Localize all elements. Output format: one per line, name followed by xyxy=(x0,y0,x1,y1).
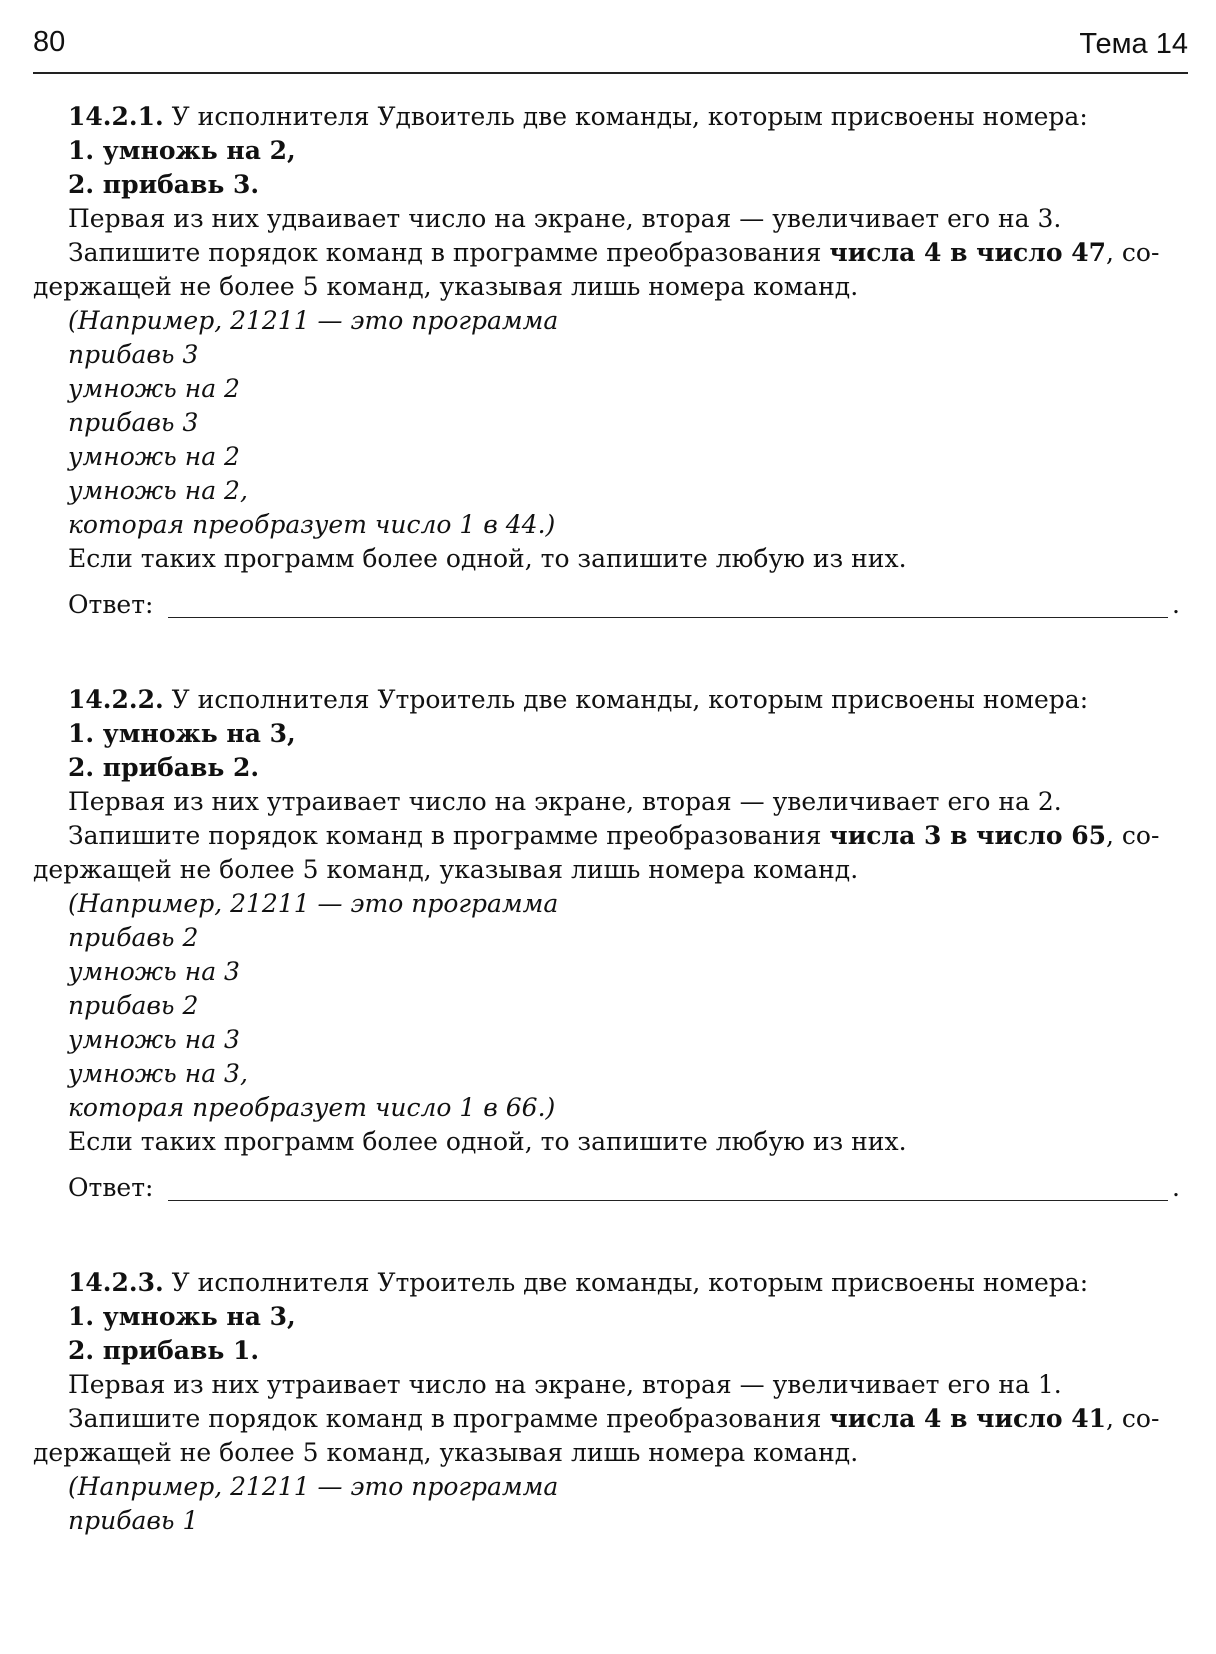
task-prompt-continued: держащей не более 5 команд, указывая лишь номера команд. xyxy=(33,855,859,884)
example-line: которая преобразует число 1 в 66.) xyxy=(68,1093,556,1122)
task-number: 14.2.2. xyxy=(68,685,164,714)
task-intro: 14.2.2. У исполнителя Утроитель две команды, которым присвоены номера: xyxy=(68,685,1089,714)
example-line: прибавь 2 xyxy=(68,991,199,1020)
command-1: 1. умножь на 2, xyxy=(68,136,296,165)
task-target: числа 3 в число 65 xyxy=(829,821,1107,850)
example-line: умножь на 3 xyxy=(68,957,240,986)
task-note: Если таких программ более одной, то запишите любую из них. xyxy=(68,544,907,573)
example-line: прибавь 2 xyxy=(68,923,199,952)
task-target: числа 4 в число 41 xyxy=(829,1404,1107,1433)
answer-field[interactable] xyxy=(168,617,1168,618)
example-line: умножь на 2 xyxy=(68,442,240,471)
task-target: числа 4 в число 47 xyxy=(829,238,1107,267)
task-prompt: Запишите порядок команд в программе преобразования числа 4 в число 47, со- xyxy=(68,238,1160,267)
topic-title: Тема 14 xyxy=(1079,28,1188,60)
command-2: 2. прибавь 2. xyxy=(68,753,260,782)
task-number: 14.2.1. xyxy=(68,102,164,131)
answer-field[interactable] xyxy=(168,1200,1168,1201)
page-header xyxy=(33,22,1188,74)
task-description: Первая из них удваивает число на экране, вторая — увеличивает его на 3. xyxy=(68,204,1062,233)
task-description: Первая из них утраивает число на экране, вторая — увеличивает его на 1. xyxy=(68,1370,1062,1399)
example-line: (Например, 21211 — это программа xyxy=(68,306,559,335)
task-prompt-continued: держащей не более 5 команд, указывая лишь номера команд. xyxy=(33,1438,859,1467)
example-line: прибавь 3 xyxy=(68,340,199,369)
example-line: (Например, 21211 — это программа xyxy=(68,1472,559,1501)
answer-label: Ответ: xyxy=(68,590,154,619)
example-line: умножь на 2, xyxy=(68,476,248,505)
command-2: 2. прибавь 3. xyxy=(68,170,260,199)
example-line: прибавь 3 xyxy=(68,408,199,437)
answer-label: Ответ: xyxy=(68,1173,154,1202)
example-line: прибавь 1 xyxy=(68,1506,199,1535)
command-2: 2. прибавь 1. xyxy=(68,1336,260,1365)
answer-end-dot: . xyxy=(1172,1173,1180,1202)
task-prompt-continued: держащей не более 5 команд, указывая лишь номера команд. xyxy=(33,272,859,301)
page-number: 80 xyxy=(33,26,66,58)
answer-row xyxy=(68,588,1178,622)
example-line: умножь на 3, xyxy=(68,1059,248,1088)
example-line: умножь на 3 xyxy=(68,1025,240,1054)
task-intro: 14.2.3. У исполнителя Утроитель две команды, которым присвоены номера: xyxy=(68,1268,1089,1297)
task-number: 14.2.3. xyxy=(68,1268,164,1297)
task-intro: 14.2.1. У исполнителя Удвоитель две команды, которым присвоены номера: xyxy=(68,102,1088,131)
task-note: Если таких программ более одной, то запишите любую из них. xyxy=(68,1127,907,1156)
example-line: умножь на 2 xyxy=(68,374,240,403)
example-line: (Например, 21211 — это программа xyxy=(68,889,559,918)
task-prompt: Запишите порядок команд в программе преобразования числа 3 в число 65, со- xyxy=(68,821,1160,850)
example-line: которая преобразует число 1 в 44.) xyxy=(68,510,556,539)
command-1: 1. умножь на 3, xyxy=(68,1302,296,1331)
answer-row xyxy=(68,1171,1178,1205)
command-1: 1. умножь на 3, xyxy=(68,719,296,748)
answer-end-dot: . xyxy=(1172,590,1180,619)
task-prompt: Запишите порядок команд в программе преобразования числа 4 в число 41, со- xyxy=(68,1404,1160,1433)
task-description: Первая из них утраивает число на экране, вторая — увеличивает его на 2. xyxy=(68,787,1062,816)
